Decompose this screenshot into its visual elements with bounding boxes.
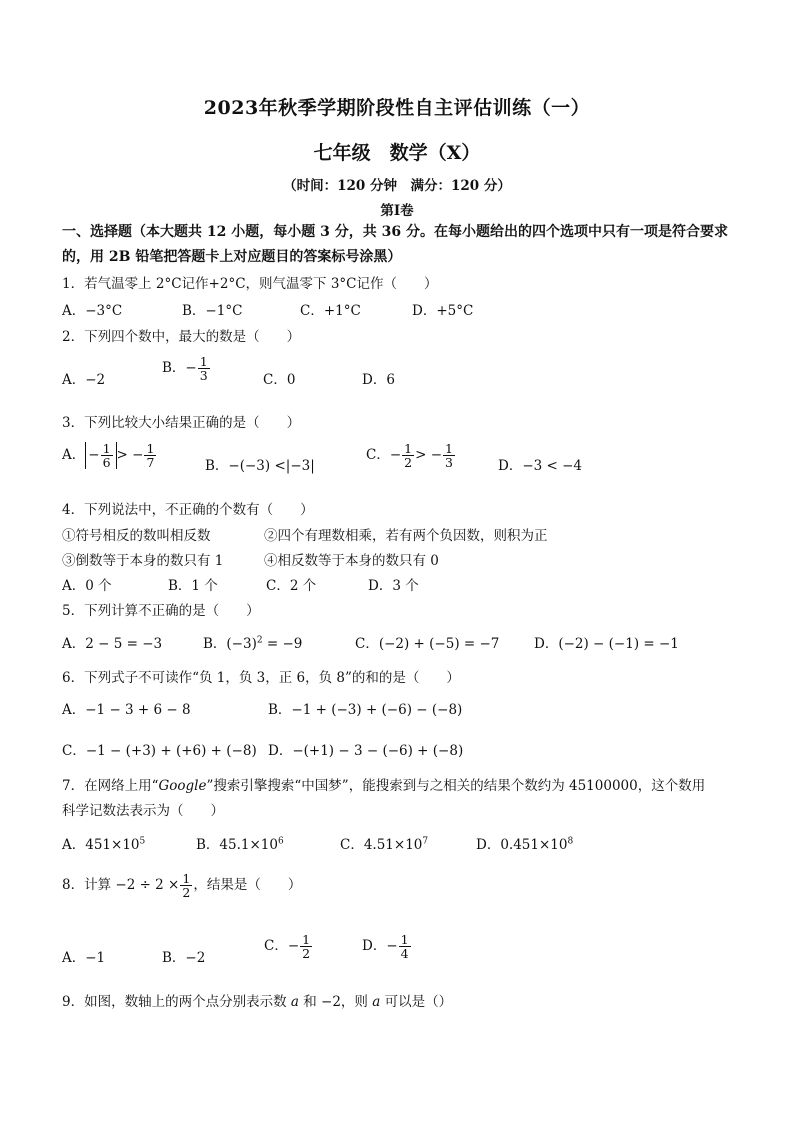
q8-stem: 8．计算 −2 ÷ 2 × $\frac{1}{2}$ ，结果是（ ） bbox=[62, 871, 302, 901]
q4-statement-4: ④相反数等于本身的数只有 0 bbox=[264, 553, 439, 569]
q3-option-b: B．−(−3) <|−3| bbox=[205, 458, 315, 474]
q9-stem: 9．如图，数轴上的两个点分别表示数 a 和 −2，则 a 可以是（） bbox=[62, 994, 453, 1010]
section-instructions: 一、选择题（本大题共 12 小题，每小题 3 分，共 36 分。在每小题给出的四个选项中只有一项是符合要求的，用 2B 铅笔把答题卡上对应题目的答案标号涂黑） bbox=[62, 224, 728, 265]
q4-statement-1: ①符号相反的数叫相反数 bbox=[62, 528, 211, 544]
q4-option-a: A．0 个 bbox=[62, 578, 112, 594]
q8-option-b: B．−2 bbox=[162, 950, 206, 966]
q3-option-d: D．−3 < −4 bbox=[498, 458, 583, 474]
exam-subtitle: 七年级 数学（X） bbox=[313, 142, 481, 164]
fraction: $\frac{1}{3}$ bbox=[445, 441, 453, 471]
q2-option-a: A．−2 bbox=[62, 372, 106, 388]
q5-option-c: C．(−2) + (−5) = −7 bbox=[355, 636, 500, 652]
fraction: $\frac{1}{7}$ bbox=[146, 441, 155, 471]
q8-option-d: D．− $\frac{1}{4}$ bbox=[362, 932, 409, 962]
q5-option-a: A．2 − 5 = −3 bbox=[62, 636, 163, 652]
q7-stem: 7．在网络上用“Google”搜索引擎搜索“中国梦”，能搜索到与之相关的结果个数约为 45100000，这个数用 bbox=[62, 778, 706, 794]
absolute-value: − $\frac{1}{6}$ bbox=[85, 442, 116, 469]
q4-statement-3: ③倒数等于本身的数只有 1 bbox=[62, 553, 224, 569]
fraction: $\frac{1}{2}$ bbox=[182, 871, 191, 901]
q1-option-a: A．−3°C bbox=[62, 303, 123, 319]
q5-option-d: D．(−2) − (−1) = −1 bbox=[534, 636, 679, 652]
q6-option-b: B．−1 + (−3) + (−6) − (−8) bbox=[268, 702, 463, 718]
q6-option-c: C．−1 − (+3) + (+6) + (−8) bbox=[62, 743, 257, 759]
q8-option-a: A．−1 bbox=[62, 950, 106, 966]
q4-option-c: C．2 个 bbox=[266, 578, 317, 594]
q3-option-c: C．− $\frac{1}{2}$ > − $\frac{1}{3}$ bbox=[366, 441, 453, 471]
volume-label: 第Ⅰ卷 bbox=[380, 203, 414, 219]
fraction: $\frac{1}{2}$ bbox=[404, 441, 413, 471]
q1-stem: 1．若气温零上 2°C记作+2°C，则气温零下 3°C记作（ ） bbox=[62, 276, 438, 292]
q1-option-d: D．+5°C bbox=[412, 303, 474, 319]
q8-option-c: C．− $\frac{1}{2}$ bbox=[264, 932, 311, 962]
exam-title: 2023年秋季学期阶段性自主评估训练（一） bbox=[203, 97, 591, 119]
q2-option-c: C．0 bbox=[263, 372, 296, 388]
q2-option-d: D．6 bbox=[362, 372, 395, 388]
q7-option-b: B．$45.1\times 10^6$ bbox=[196, 836, 284, 853]
q4-option-d: D．3 个 bbox=[368, 578, 419, 594]
exam-time-info: （时间：120 分钟 满分：120 分） bbox=[283, 178, 511, 194]
q3-stem: 3．下列比较大小结果正确的是（ ） bbox=[62, 415, 301, 431]
q1-option-c: C．+1°C bbox=[300, 303, 361, 319]
q6-option-a: A．−1 − 3 + 6 − 8 bbox=[62, 702, 191, 718]
q3-option-a: A． − $\frac{1}{6}$ > − $\frac{1}{7}$ bbox=[62, 441, 155, 471]
q2-stem: 2．下列四个数中，最大的数是（ ） bbox=[62, 329, 301, 345]
q7-option-d: D．$0.451\times 10^8$ bbox=[476, 836, 574, 853]
q6-stem: 6．下列式子不可读作“负 1，负 3，正 6，负 8”的和的是（ ） bbox=[62, 670, 460, 686]
q7-option-a: A．$451\times 10^5$ bbox=[62, 836, 146, 853]
q7-stem-line2: 科学记数法表示为（ ） bbox=[62, 803, 224, 819]
fraction: $\frac{1}{2}$ bbox=[302, 932, 311, 962]
q7-option-c: C．$4.51\times 10^7$ bbox=[340, 836, 429, 853]
q2-option-b: B．− $\frac{1}{3}$ bbox=[162, 354, 208, 384]
q5-stem: 5．下列计算不正确的是（ ） bbox=[62, 603, 260, 619]
q4-stem: 4．下列说法中，不正确的个数有（ ） bbox=[62, 502, 314, 518]
fraction: $\frac{1}{4}$ bbox=[400, 932, 409, 962]
q5-option-b: B．$(-3)^2 = -9$ bbox=[203, 635, 303, 652]
q1-option-b: B．−1°C bbox=[182, 303, 243, 319]
q4-option-b: B．1 个 bbox=[168, 578, 218, 594]
q6-option-d: D．−(+1) − 3 − (−6) + (−8) bbox=[268, 743, 464, 759]
q4-statement-2: ②四个有理数相乘，若有两个负因数，则积为正 bbox=[264, 528, 548, 544]
fraction: $\frac{1}{3}$ bbox=[199, 354, 208, 384]
fraction: $\frac{1}{6}$ bbox=[102, 441, 111, 471]
